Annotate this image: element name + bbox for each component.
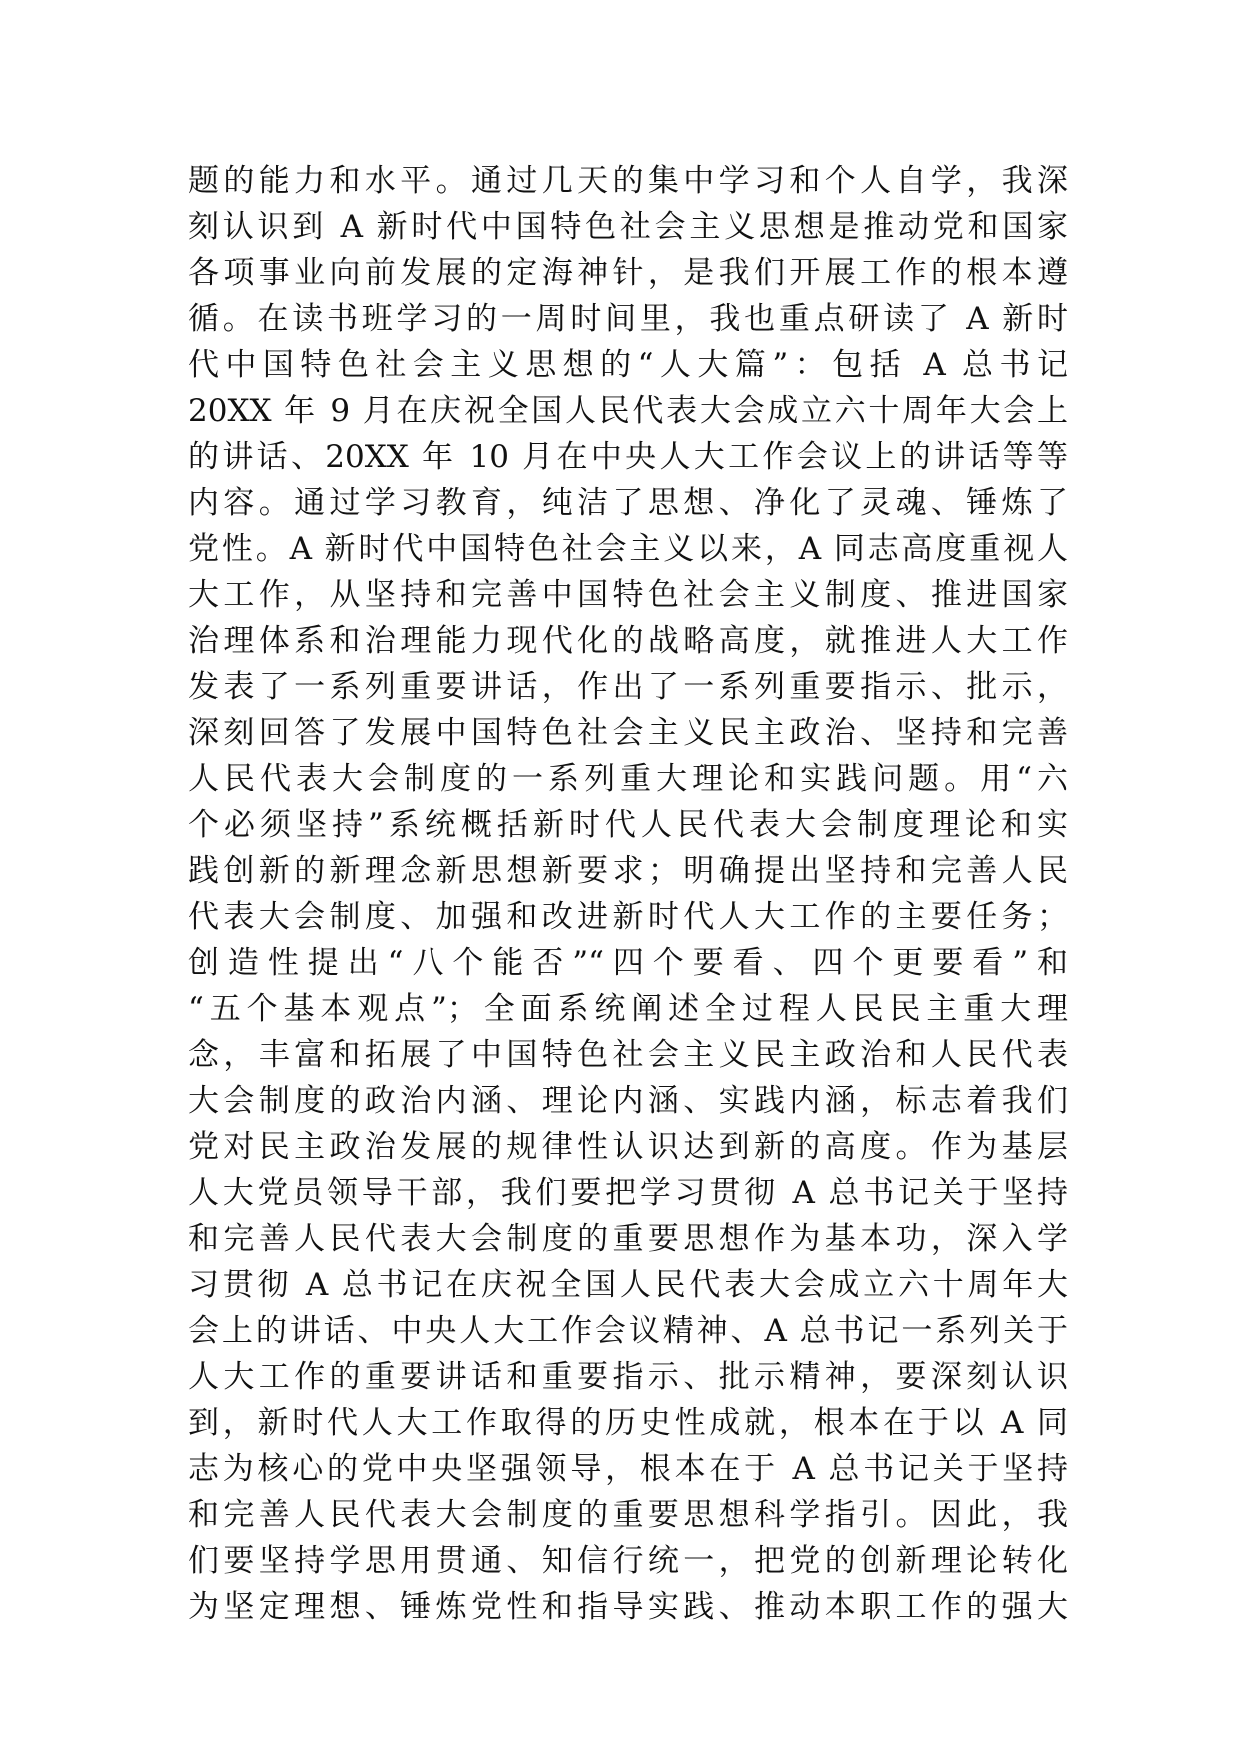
text-line: 题的能力和水平。通过几天的集中学习和个人自学，我深 — [188, 163, 1068, 199]
text-line: 创造性提出“八个能否”“四个要看、四个更要看”和 — [188, 945, 1068, 981]
text-line: 人民代表大会制度的一系列重大理论和实践问题。用“六 — [188, 761, 1068, 797]
text-line: 代中国特色社会主义思想的“人大篇”：包括 A 总书记 — [188, 347, 1068, 383]
text-line: 念，丰富和拓展了中国特色社会主义民主政治和人民代表 — [188, 1037, 1068, 1073]
text-line: 志为核心的党中央坚强领导，根本在于 A 总书记关于坚持 — [188, 1451, 1068, 1487]
body-text — [188, 158, 1068, 1630]
text-line: 和完善人民代表大会制度的重要思想科学指引。因此，我 — [188, 1497, 1068, 1533]
text-line: 循。在读书班学习的一周时间里，我也重点研读了 A 新时 — [188, 301, 1068, 337]
text-line: 党性。A 新时代中国特色社会主义以来，A 同志高度重视人 — [188, 531, 1068, 567]
text-line: 个必须坚持”系统概括新时代人民代表大会制度理论和实 — [188, 807, 1068, 843]
text-line: 到，新时代人大工作取得的历史性成就，根本在于以 A 同 — [188, 1405, 1068, 1441]
text-line: 内容。通过学习教育，纯洁了思想、净化了灵魂、锤炼了 — [188, 485, 1068, 521]
text-line: 深刻回答了发展中国特色社会主义民主政治、坚持和完善 — [188, 715, 1068, 751]
text-line: “五个基本观点”；全面系统阐述全过程人民民主重大理 — [188, 991, 1068, 1027]
text-line: 治理体系和治理能力现代化的战略高度，就推进人大工作 — [188, 623, 1068, 659]
text-line: 党对民主政治发展的规律性认识达到新的高度。作为基层 — [188, 1129, 1068, 1165]
text-line: 各项事业向前发展的定海神针，是我们开展工作的根本遵 — [188, 255, 1068, 291]
text-line: 人大党员领导干部，我们要把学习贯彻 A 总书记关于坚持 — [188, 1175, 1068, 1211]
text-line: 代表大会制度、加强和改进新时代人大工作的主要任务； — [188, 899, 1068, 935]
text-line: 大工作，从坚持和完善中国特色社会主义制度、推进国家 — [188, 577, 1068, 613]
text-line: 刻认识到 A 新时代中国特色社会主义思想是推动党和国家 — [188, 209, 1068, 245]
text-line: 会上的讲话、中央人大工作会议精神、A 总书记一系列关于 — [188, 1313, 1068, 1349]
text-line: 大会制度的政治内涵、理论内涵、实践内涵，标志着我们 — [188, 1083, 1068, 1119]
text-line: 习贯彻 A 总书记在庆祝全国人民代表大会成立六十周年大 — [188, 1267, 1068, 1303]
text-line: 践创新的新理念新思想新要求；明确提出坚持和完善人民 — [188, 853, 1068, 889]
text-line: 发表了一系列重要讲话，作出了一系列重要指示、批示， — [188, 669, 1068, 705]
text-line: 人大工作的重要讲话和重要指示、批示精神，要深刻认识 — [188, 1359, 1068, 1395]
text-line: 的讲话、20XX 年 10 月在中央人大工作会议上的讲话等等 — [188, 439, 1068, 475]
text-line: 20XX 年 9 月在庆祝全国人民代表大会成立六十周年大会上 — [188, 393, 1068, 429]
text-line: 们要坚持学思用贯通、知信行统一，把党的创新理论转化 — [188, 1543, 1068, 1579]
text-line: 为坚定理想、锤炼党性和指导实践、推动本职工作的强大 — [188, 1589, 1068, 1625]
text-line: 和完善人民代表大会制度的重要思想作为基本功，深入学 — [188, 1221, 1068, 1257]
